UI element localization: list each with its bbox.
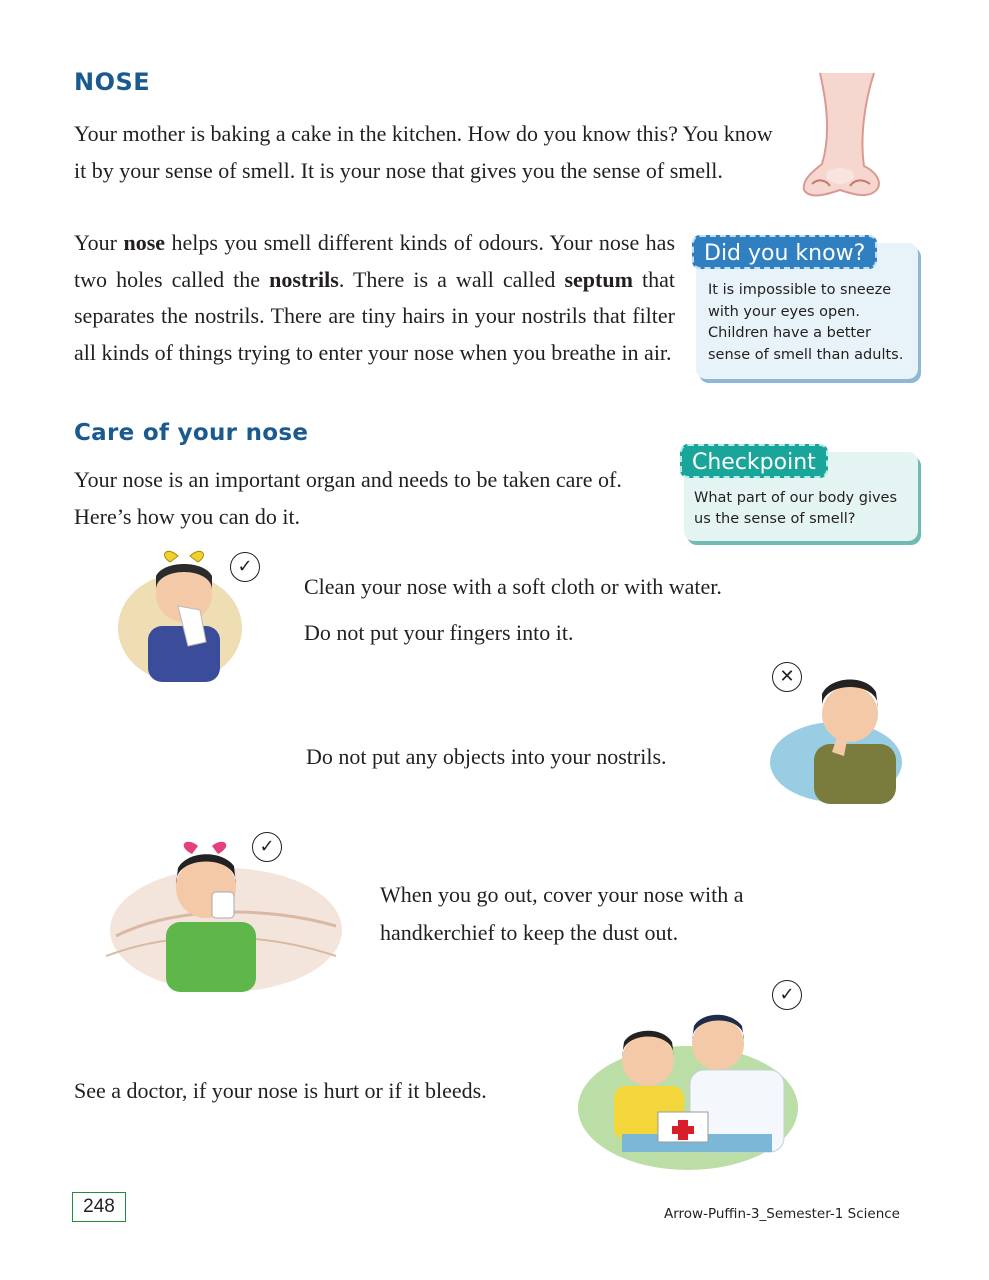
tip-clean-nose: Clean your nose with a soft cloth or with water. <box>304 574 722 599</box>
nose-illustration <box>790 68 900 198</box>
term-nostrils: nostrils <box>269 266 339 292</box>
checkpoint-text: What part of our body gives us the sense of smell? <box>694 490 898 527</box>
check-mark-icon: ✓ <box>230 552 260 582</box>
term-septum: septum <box>564 266 633 292</box>
girl-wiping-nose-illustration <box>118 546 248 686</box>
check-mark-icon: ✓ <box>772 980 802 1010</box>
heading-care: Care of your nose <box>74 420 309 446</box>
footer-book-title: Arrow-Puffin-3_Semester-1 Science <box>664 1206 900 1222</box>
intro-paragraph: Your mother is baking a cake in the kitchen. How do you know this? You know it by your sense of smell. It is your nose that gives you the sense of smell. <box>74 121 773 183</box>
care-intro-paragraph: Your nose is an important organ and needs to be taken care of. Here’s how you can do it. <box>74 467 622 529</box>
doctor-with-boy-illustration <box>578 1008 808 1178</box>
girl-covering-nose-illustration <box>96 826 344 1006</box>
nose-parts-paragraph: Your nose helps you smell different kinds of odours. Your nose has two holes called the nostrils. There is a wall called septum that separates the nostrils. There are tiny hairs in your nostrils that filter all kinds of things trying to enter your nose when you breathe in air. <box>74 230 676 365</box>
cross-mark-icon: ✕ <box>772 662 802 692</box>
checkpoint-title: Checkpoint <box>680 444 828 478</box>
term-nose: nose <box>123 230 166 255</box>
page-number: 248 <box>72 1192 126 1222</box>
tip-cover-nose: When you go out, cover your nose with a handkerchief to keep the dust out. <box>380 882 744 945</box>
check-mark-icon: ✓ <box>252 832 282 862</box>
tip-no-objects: Do not put any objects into your nostrils. <box>306 744 667 769</box>
did-you-know-text: It is impossible to sneeze with your eyes open. Children have a better sense of smell than adults. <box>708 282 904 363</box>
did-you-know-title: Did you know? <box>692 235 877 269</box>
tip-see-doctor: See a doctor, if your nose is hurt or if it bleeds. <box>74 1078 487 1103</box>
tip-no-fingers: Do not put your fingers into it. <box>304 620 574 645</box>
boy-finger-in-nose-illustration <box>770 662 918 806</box>
heading-nose: NOSE <box>74 68 151 96</box>
